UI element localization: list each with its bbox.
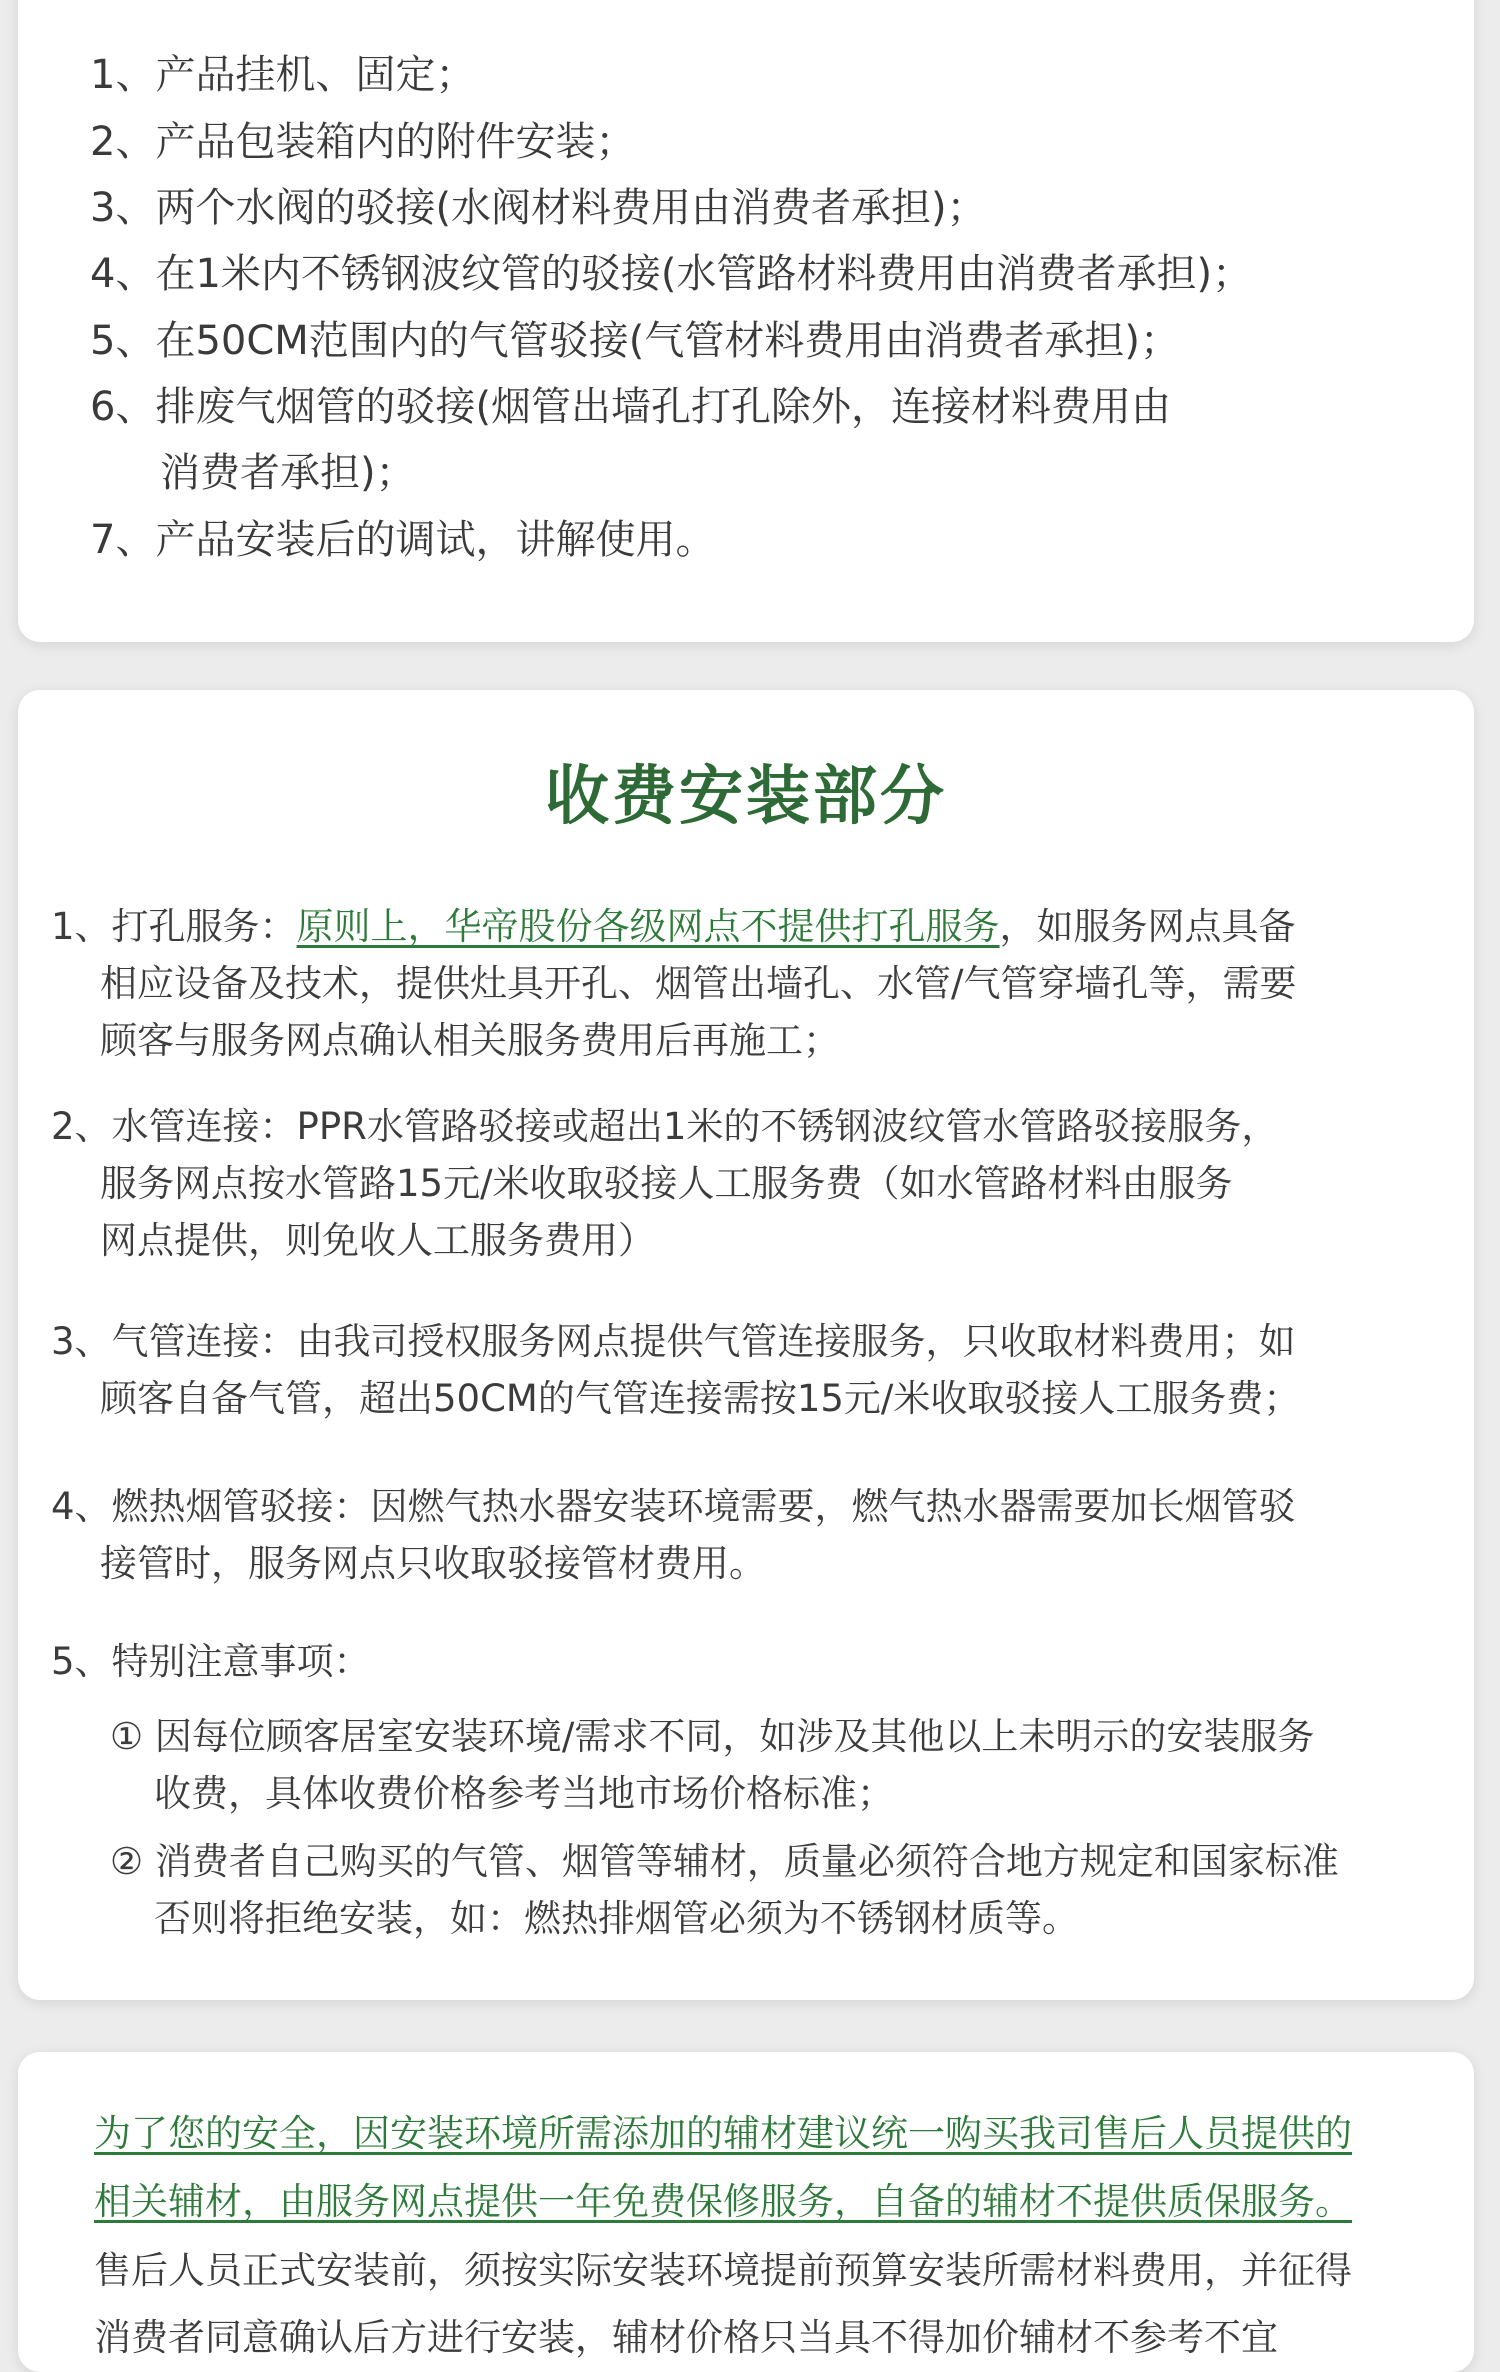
notice-card [18, 2052, 1474, 2372]
notice-highlight-line-1 [94, 2110, 1352, 2158]
paid-item-5-sub-2-line-1: ② 消费者自己购买的气管、烟管等辅材，质量必须符合地方规定和国家标准 [110, 1840, 1339, 1883]
paid-item-1-prefix: 1、打孔服务： [51, 905, 297, 948]
free-item-1: 1、产品挂机、固定； [90, 52, 476, 98]
notice-highlight-text-1: 为了您的安全，因安装环境所需添加的辅材建议统一购买我司售后人员提供的 [94, 2112, 1352, 2155]
paid-item-5-sub-1-line-1: ① 因每位顾客居室安装环境/需求不同，如涉及其他以上未明示的安装服务 [110, 1715, 1315, 1758]
paid-item-2-line-1: 2、水管连接：PPR水管路驳接或超出1米的不锈钢波纹管水管路驳接服务， [51, 1105, 1279, 1148]
paid-install-card [18, 690, 1474, 2000]
notice-line-3: 售后人员正式安装前，须按实际安装环境提前预算安装所需材料费用，并征得 [94, 2249, 1352, 2292]
notice-highlight-line-2 [94, 2178, 1352, 2226]
notice-line-4: 消费者同意确认后方进行安装，辅材价格只当具不得加价辅材不参考不宜 [94, 2316, 1278, 2359]
paid-item-1-line-1 [51, 903, 1296, 951]
notice-highlight-text-2: 相关辅材，由服务网点提供一年免费保修服务，自备的辅材不提供质保服务。 [94, 2180, 1352, 2223]
paid-item-5-sub-1-line-2: 收费，具体收费价格参考当地市场价格标准； [154, 1772, 894, 1815]
free-item-6-continued: 消费者承担)； [160, 450, 416, 496]
paid-item-4-line-2: 接管时，服务网点只收取驳接管材费用。 [100, 1542, 766, 1585]
paid-item-1-tail: ，如服务网点具备 [999, 905, 1296, 948]
free-item-6: 6、排废气烟管的驳接(烟管出墙孔打孔除外，连接材料费用由 [90, 384, 1172, 430]
free-item-5: 5、在50CM范围内的气管驳接(气管材料费用由消费者承担)； [90, 318, 1180, 364]
free-item-3: 3、两个水阀的驳接(水阀材料费用由消费者承担)； [90, 185, 987, 231]
section-title: 收费安装部分 [545, 760, 947, 834]
paid-item-1-line-2: 相应设备及技术，提供灶具开孔、烟管出墙孔、水管/气管穿墙孔等，需要 [100, 962, 1297, 1005]
paid-item-5-title: 5、特别注意事项： [51, 1640, 371, 1683]
paid-item-1-line-3: 顾客与服务网点确认相关服务费用后再施工； [100, 1019, 840, 1062]
free-item-4: 4、在1米内不锈钢波纹管的驳接(水管路材料费用由消费者承担)； [90, 251, 1253, 297]
paid-item-1-highlight: 原则上，华帝股份各级网点不提供打孔服务 [296, 905, 1000, 948]
free-install-card [18, 0, 1474, 642]
paid-item-2-line-2: 服务网点按水管路15元/米收取驳接人工服务费（如水管路材料由服务 [100, 1162, 1233, 1205]
paid-item-4-line-1: 4、燃热烟管驳接：因燃气热水器安装环境需要，燃气热水器需要加长烟管驳 [51, 1485, 1296, 1528]
free-item-2: 2、产品包装箱内的附件安装； [90, 119, 636, 165]
paid-item-2-line-3: 网点提供，则免收人工服务费用） [100, 1219, 655, 1262]
paid-item-3-line-2: 顾客自备气管，超出50CM的气管连接需按15元/米收取驳接人工服务费； [100, 1377, 1301, 1420]
paid-item-5-sub-2-line-2: 否则将拒绝安装，如：燃热排烟管必须为不锈钢材质等。 [154, 1897, 1079, 1940]
free-item-7: 7、产品安装后的调试，讲解使用。 [90, 517, 716, 563]
paid-item-3-line-1: 3、气管连接：由我司授权服务网点提供气管连接服务，只收取材料费用；如 [51, 1320, 1296, 1363]
